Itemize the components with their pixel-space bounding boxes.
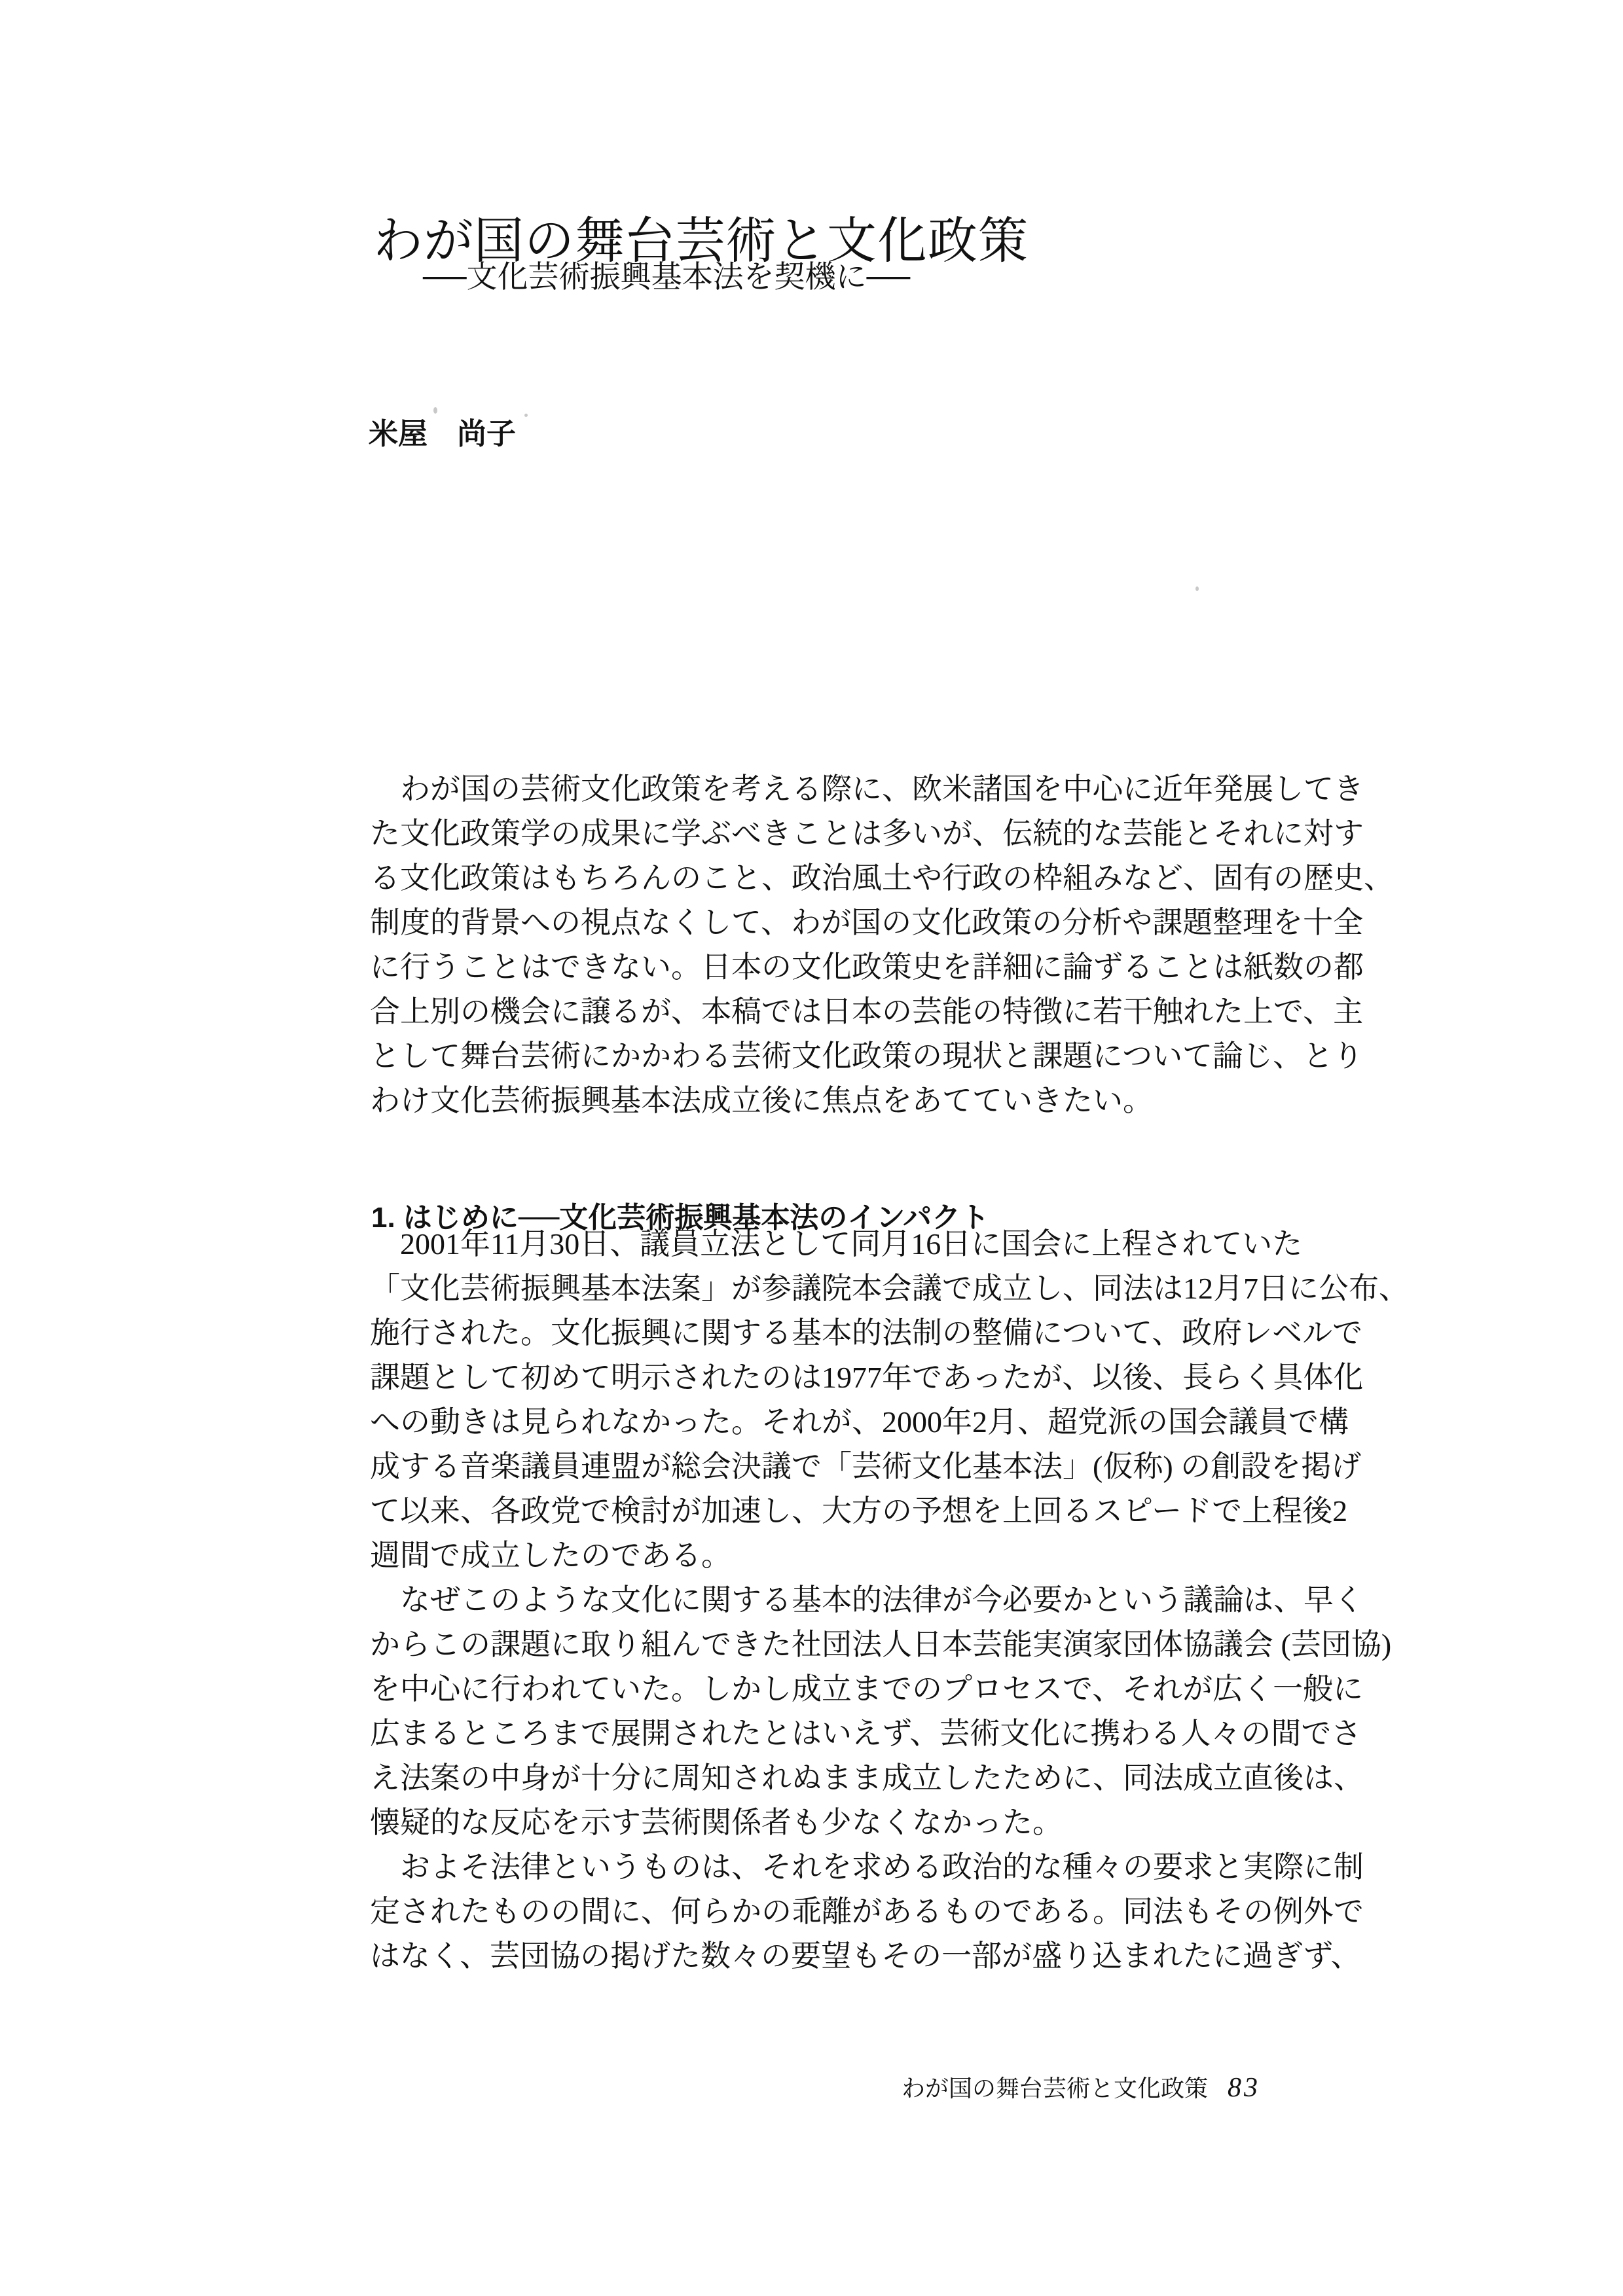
scan-speck [433,407,437,414]
page-number: 83 [1228,2073,1260,2103]
scan-speck [524,414,528,417]
text-line: への動きは見られなかった。それが、2000年2月、超党派の国会議員で構 [370,1405,1349,1439]
text-line: 成する音楽議員連盟が総会決議で「芸術文化基本法」(仮称) の創設を掲げ [370,1450,1362,1483]
text-line: およそ法律というものは、それを求める政治的な種々の要求と実際に制 [370,1850,1364,1884]
section-1-heading: 1. はじめに──文化芸術振興基本法のインパクト [371,1201,990,1234]
author-name: 米屋 尚子 [369,417,517,450]
text-line: 定されたものの間に、何らかの乖離があるものである。同法もその例外で [370,1895,1364,1928]
article-subtitle: ──文化芸術振興基本法を契機に── [423,260,911,295]
page-footer [370,2073,1260,2103]
text-line: に行うことはできない。日本の文化政策史を詳細に論ずることは紙数の都 [370,950,1364,984]
article-title: わが国の舞台芸術と文化政策 [373,213,1029,269]
text-line: 広まるところまで展開されたとはいえず、芸術文化に携わる人々の間でさ [370,1717,1362,1750]
section-1-paragraph-3 [370,1845,1364,1979]
text-line: 制度的背景への視点なくして、わが国の文化政策の分析や課題整理を十全 [370,906,1364,939]
text-line: わけ文化芸術振興基本法成立後に焦点をあてていきたい。 [370,1084,1153,1117]
text-line: はなく、芸団協の掲げた数々の要望もその一部が盛り込まれたに過ぎず、 [370,1939,1361,1973]
text-line: た文化政策学の成果に学ぶべきことは多いが、伝統的な芸能とそれに対す [370,817,1364,850]
text-line: 課題として初めて明示されたのは1977年であったが、以後、長らく具体化 [370,1361,1364,1394]
text-line: 懐疑的な反応を示す芸術関係者も少なくなかった。 [370,1806,1063,1839]
section-1-paragraph-2 [370,1578,1392,1845]
footer-running-title: わが国の舞台芸術と文化政策 [901,2075,1208,2102]
text-line: 2001年11月30日、議員立法として同月16日に国会に上程されていた [370,1227,1303,1261]
text-line: る文化政策はもちろんのこと、政治風土や行政の枠組みなど、固有の歴史、 [370,861,1394,895]
section-1-paragraph-1 [370,1222,1409,1578]
text-line: 「文化芸術振興基本法案」が参議院本会議で成立し、同法は12月7日に公布、 [370,1272,1409,1305]
text-line: わが国の芸術文化政策を考える際に、欧米諸国を中心に近年発展してき [370,772,1364,806]
intro-paragraph [370,767,1394,1123]
text-line: て以来、各政党で検討が加速し、大方の予想を上回るスピードで上程後2 [370,1494,1348,1528]
scan-speck [1195,586,1199,591]
text-line: 週間で成立したのである。 [370,1539,731,1572]
text-line: え法案の中身が十分に周知されぬまま成立したために、同法成立直後は、 [370,1761,1364,1795]
text-line: として舞台芸術にかかわる芸術文化政策の現状と課題について論じ、とり [370,1039,1364,1073]
text-line: なぜこのような文化に関する基本的法律が今必要かという議論は、早く [370,1583,1364,1617]
text-line: 合上別の機会に譲るが、本稿では日本の芸能の特徴に若干触れた上で、主 [370,995,1364,1028]
text-line: からこの課題に取り組んできた社団法人日本芸能実演家団体協議会 (芸団協) [370,1628,1392,1661]
text-line: 施行された。文化振興に関する基本的法制の整備について、政府レベルで [370,1316,1363,1350]
text-line: を中心に行われていた。しかし成立までのプロセスで、それが広く一般に [370,1672,1364,1706]
